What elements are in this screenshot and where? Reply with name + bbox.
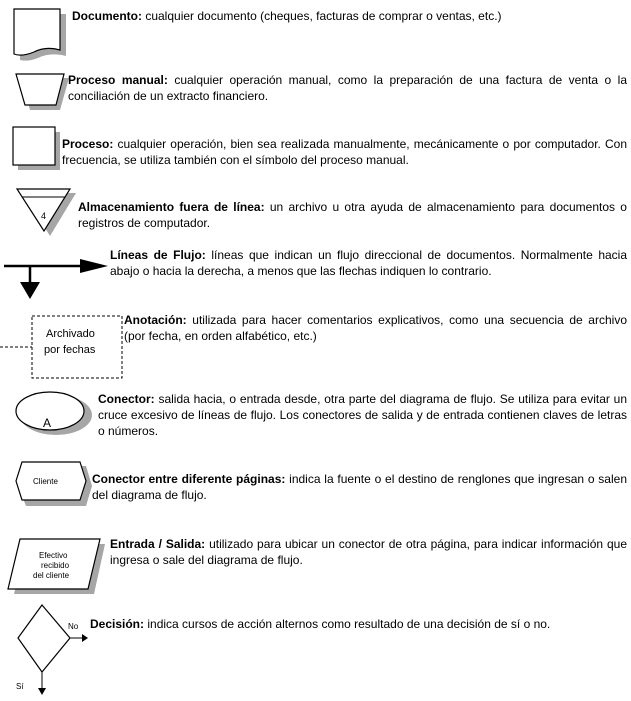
- annotation-line-2: por fechas: [44, 344, 96, 356]
- io-line-1: Efectivo: [39, 551, 68, 560]
- entry-text: cualquier operación, bien sea realizada manualmente, mecánicamente o por computador. Con frecuencia, se utiliza también con el símbolo del proceso manual.: [62, 137, 627, 167]
- connector-symbol: [10, 388, 98, 440]
- entry-text: cualquier operación manual, como la preparación de una factura de venta o la conciliación de un extracto financiero.: [68, 73, 627, 103]
- entry-term: Proceso:: [62, 137, 114, 151]
- input-output-symbol: [6, 536, 106, 596]
- entry-term: Decisión:: [90, 617, 145, 631]
- entry-documento: [72, 8, 627, 24]
- entry-text: utilizada para hacer comentarios explicativos, como una secuencia de archivo (por fecha, en orden alfabético, etc.): [124, 313, 627, 343]
- entry-text: líneas que indican un flujo direccional de documentos. Normalmente hacia abajo o hacia la derecha, a menos que las flechas indiquen lo contrario.: [110, 248, 628, 278]
- entry-term: Conector entre diferente páginas:: [92, 472, 286, 486]
- connector-label: A: [43, 416, 52, 430]
- entry-term: Almacenamiento fuera de línea:: [78, 200, 265, 214]
- entry-text: indica cursos de acción alternos como resultado de una decisión de sí o no.: [144, 617, 551, 631]
- entry-term: Conector:: [98, 392, 155, 406]
- entry-entrada-salida: [110, 536, 627, 568]
- manual-process-symbol: [12, 72, 70, 112]
- entry-text: utilizado para ubicar un conector de otra página, para indicar información que ingresa o sale del diagrama de flujo.: [110, 537, 628, 567]
- annotation-symbol: [0, 310, 126, 382]
- document-symbol: [10, 6, 70, 64]
- entry-text: indica la fuente o el destino de renglones que ingresan o salen del diagrama de flujo.: [92, 472, 627, 502]
- io-line-2: recibido: [41, 561, 70, 570]
- entry-lineas-flujo: [110, 247, 627, 279]
- offline-storage-symbol: [14, 186, 78, 238]
- storage-label: 4: [41, 211, 47, 221]
- entry-term: Anotación:: [124, 313, 187, 327]
- offpage-label: Cliente: [33, 477, 58, 486]
- entry-decision: [90, 616, 627, 632]
- io-line-3: del cliente: [33, 571, 70, 580]
- entry-almacenamiento: [78, 199, 627, 231]
- offpage-connector-symbol: [14, 458, 94, 508]
- entry-anotacion: [124, 312, 627, 344]
- decision-symbol: [8, 602, 100, 698]
- entry-text: salida hacia, o entrada desde, otra parte del diagrama de flujo. Se utiliza para evitar un cruce excesivo de líneas de flujo. Los conectores de salida y de entrada contienen claves de letras o números.: [98, 392, 627, 438]
- process-symbol: [10, 124, 62, 172]
- entry-conector: [98, 391, 627, 439]
- annotation-line-1: Archivado: [46, 328, 95, 340]
- entry-term: Proceso manual:: [68, 73, 168, 87]
- entry-term: Líneas de Flujo:: [110, 248, 206, 262]
- decision-no-label: No: [68, 622, 79, 631]
- decision-yes-label: Sí: [16, 682, 24, 691]
- entry-proceso-manual: [68, 72, 627, 104]
- entry-text: un archivo u otra ayuda de almacenamiento para documentos o registros de computador.: [78, 200, 627, 230]
- entry-conector-paginas: [92, 471, 627, 503]
- entry-term: Entrada / Salida:: [110, 537, 206, 551]
- entry-term: Documento:: [72, 9, 142, 23]
- flow-lines-symbol: [0, 250, 112, 306]
- entry-text: cualquier documento (cheques, facturas de comprar o ventas, etc.): [142, 9, 502, 23]
- entry-proceso: [62, 136, 627, 168]
